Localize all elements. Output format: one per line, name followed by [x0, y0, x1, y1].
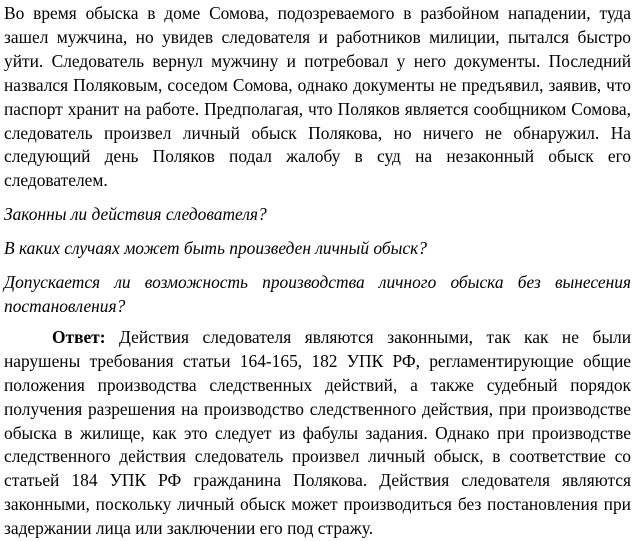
question-1: Законны ли действия следователя?	[4, 204, 267, 225]
question-3: Допускается ли возможность производства личного обыска без вынесения постановления?	[4, 272, 631, 316]
question-2: В каких случаях может быть произведен личный обыск?	[4, 238, 427, 259]
answer-label: Ответ:	[52, 326, 106, 347]
answer-paragraph	[4, 326, 631, 541]
case-description: Во время обыска в доме Сомова, подозреваемого в разбойном нападении, туда зашел мужчина, но увидев следователя и работников милиции, пытался быстро уйти. Следователь вернул мужчину и потребовал у него документы. Последний назвался Поляковым, соседом Сомова, однако документы не предъявил, заявив, что паспорт хранит на работе. Предполагая, что Поляков является сообщником Сомова, следователь произвел личный обыск Полякова, но ничего не обнаружил. На следующий день Поляков подал жалобу в суд на незаконный обыск его следователем.	[4, 3, 631, 191]
document-page	[4, 2, 631, 541]
answer-text: Действия следователя являются законными, так как не были нарушены требования статьи 164-165, 182 УПК РФ, регламентирующие общие положения производства следственных действий, а также судебный порядок получения разрешения на производство следственного действия, при производстве обыска в жилище, как это следует из фабулы задания. Однако при производстве следственного действия следователь произвел личный обыск, в соответствие со статьей 184 УПК РФ гражданина Полякова. Действия следователя являются законными, поскольку личный обыск может производиться без постановления при задержании лица или заключении его под стражу.	[4, 326, 631, 539]
